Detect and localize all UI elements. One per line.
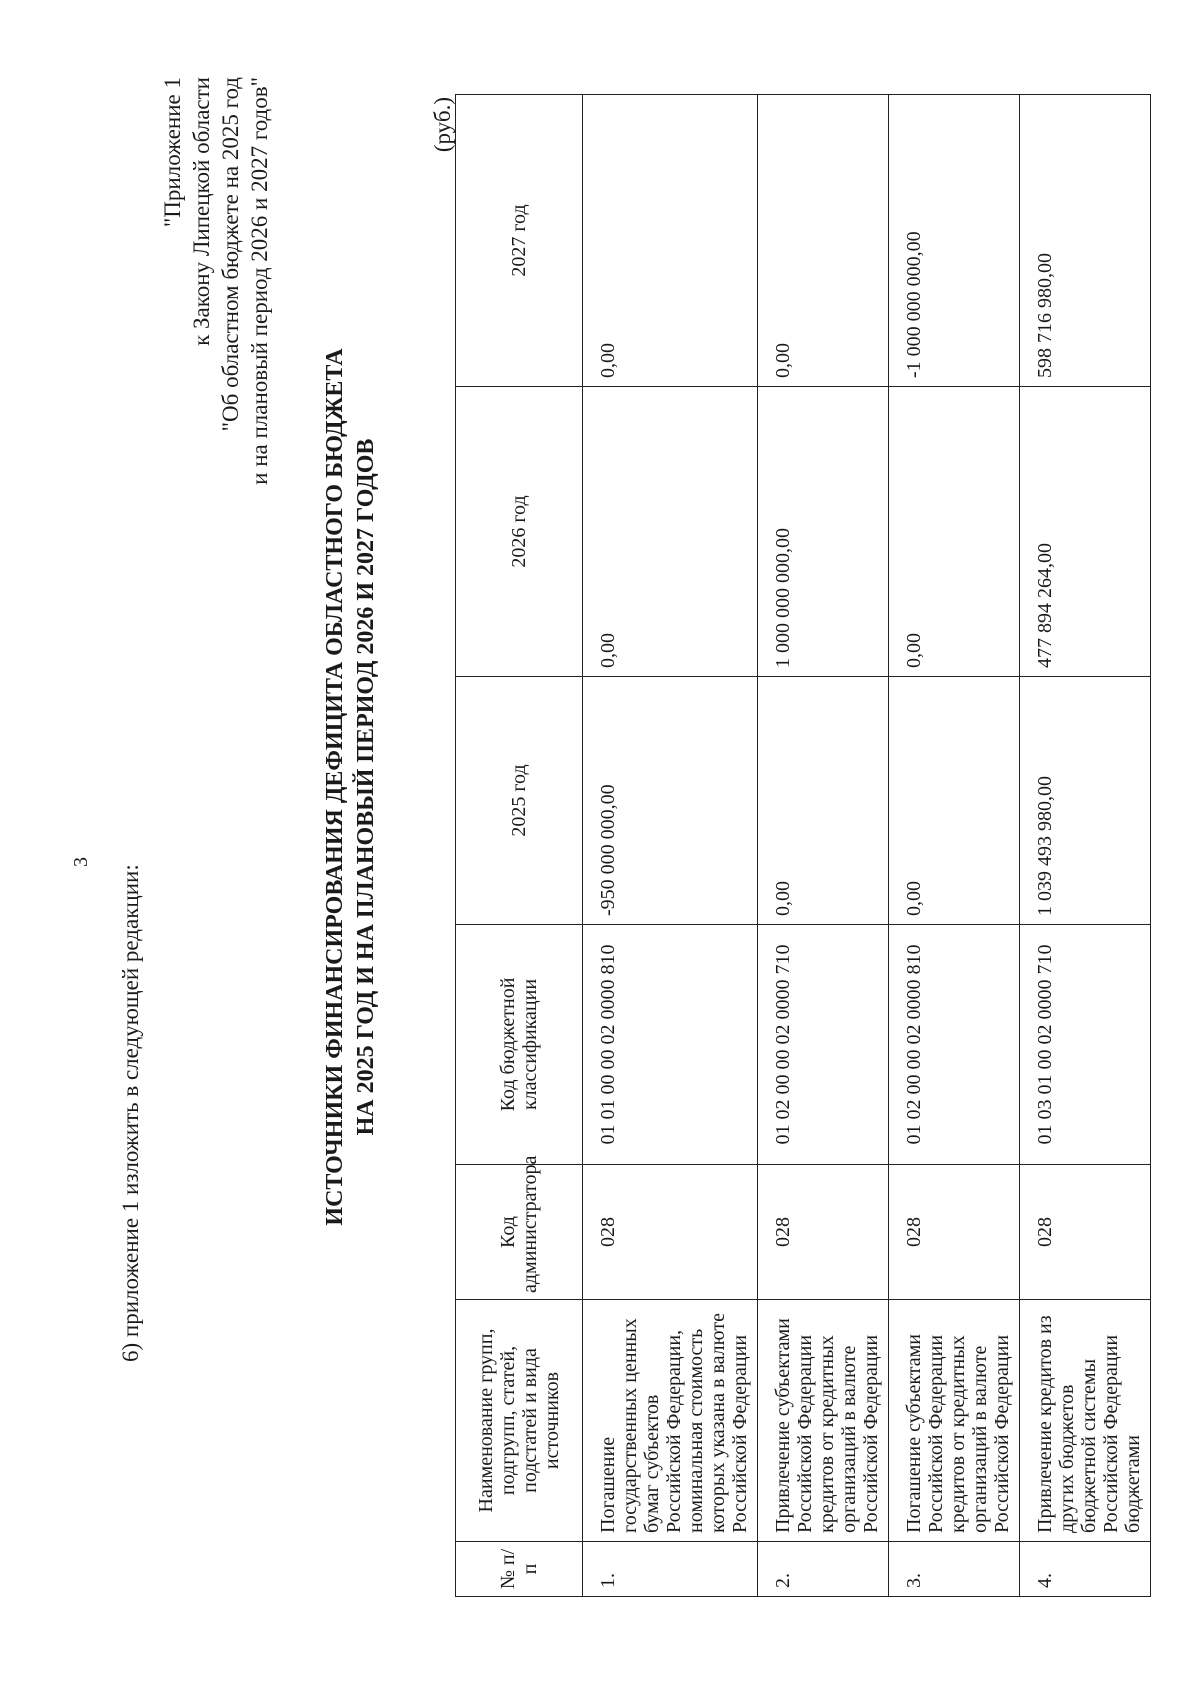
row-admin-code: 028 [583, 1165, 758, 1300]
title-line: НА 2025 ГОД И НА ПЛАНОВЫЙ ПЕРИОД 2026 И 2027 ГОДОВ [353, 438, 379, 1136]
row-2025: -950 000 000,00 [583, 677, 758, 925]
table-row [889, 95, 1020, 1597]
unit-label: (руб.) [430, 97, 455, 153]
row-2027: 598 716 980,00 [1020, 95, 1151, 387]
row-name: Привлечение субъектами Российской Федерации кредитов от кредитных организаций в валюте Российской Федерации [758, 1300, 889, 1542]
financing-sources-table [455, 94, 1151, 1597]
row-admin-code: 028 [1020, 1165, 1151, 1300]
row-2026: 1 000 000 000,00 [758, 387, 889, 677]
table-row [1020, 95, 1151, 1597]
row-num: 4. [1020, 1542, 1151, 1597]
row-budget-code: 01 03 01 00 02 0000 710 [1020, 925, 1151, 1165]
appendix-line: к Закону Липецкой области [189, 77, 214, 346]
row-num: 2. [758, 1542, 889, 1597]
row-2026: 0,00 [889, 387, 1020, 677]
row-num: 3. [889, 1542, 1020, 1597]
row-2026: 477 894 264,00 [1020, 387, 1151, 677]
row-2027: 0,00 [758, 95, 889, 387]
table-row [758, 95, 889, 1597]
header-2027: 2027 год [456, 95, 583, 387]
appendix-header [158, 77, 274, 677]
table-header-row [456, 95, 583, 1597]
header-name: Наименование групп, подгрупп, статей, подстатей и вида источников [456, 1300, 583, 1542]
row-2027: -1 000 000 000,00 [889, 95, 1020, 387]
row-name: Погашение субъектами Российской Федерации кредитов от кредитных организаций в валюте Российской Федерации [889, 1300, 1020, 1542]
title-line: ИСТОЧНИКИ ФИНАНСИРОВАНИЯ ДЕФИЦИТА ОБЛАСТНОГО БЮДЖЕТА [322, 348, 348, 1226]
appendix-line: "Приложение 1 [160, 77, 185, 228]
appendix-line: "Об областном бюджете на 2025 год [218, 77, 243, 432]
row-name: Погашение государственных ценных бумаг субъектов Российской Федерации, номинальная стоимость которых указана в валюте Российской Федерации [583, 1300, 758, 1542]
table-row [583, 95, 758, 1597]
document-title [320, 197, 382, 1377]
row-admin-code: 028 [758, 1165, 889, 1300]
intro-text: 6) приложение 1 изложить в следующей редакции: [118, 864, 143, 1362]
header-2025: 2025 год [456, 677, 583, 925]
header-2026: 2026 год [456, 387, 583, 677]
page-number: 3 [70, 857, 92, 867]
row-num: 1. [583, 1542, 758, 1597]
row-budget-code: 01 02 00 00 02 0000 810 [889, 925, 1020, 1165]
row-budget-code: 01 02 00 00 02 0000 710 [758, 925, 889, 1165]
row-name: Привлечение кредитов из других бюджетов бюджетной системы Российской Федерации бюджетами [1020, 1300, 1151, 1542]
header-num: № п/п [456, 1542, 583, 1597]
row-2026: 0,00 [583, 387, 758, 677]
row-2025: 1 039 493 980,00 [1020, 677, 1151, 925]
row-2027: 0,00 [583, 95, 758, 387]
header-budget-code: Код бюджетной классификации [456, 925, 583, 1165]
row-2025: 0,00 [889, 677, 1020, 925]
appendix-line: и на плановый период 2026 и 2027 годов" [247, 77, 272, 485]
row-budget-code: 01 01 00 00 02 0000 810 [583, 925, 758, 1165]
row-2025: 0,00 [758, 677, 889, 925]
row-admin-code: 028 [889, 1165, 1020, 1300]
header-admin-code: Код администратора [456, 1165, 583, 1300]
